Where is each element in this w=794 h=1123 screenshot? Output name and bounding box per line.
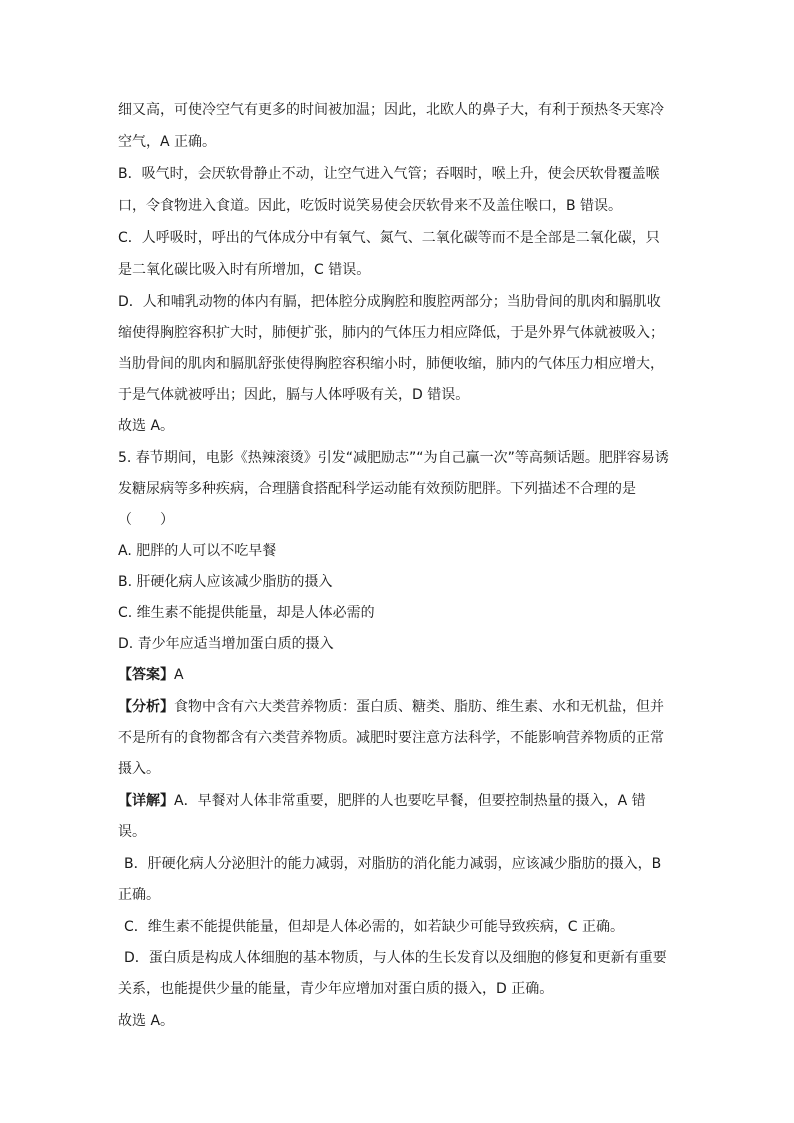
analysis-tag: 【分析】	[118, 699, 174, 715]
text-line: 当肋骨间的肌肉和膈肌舒张使得胸腔容积缩小时，肺便收缩，肺内的气体压力相应增大，	[118, 356, 664, 372]
detail-line	[118, 791, 678, 811]
detail-line: 误。	[118, 824, 146, 840]
analysis-line: 不是所有的食物都含有六类营养物质。减肥时要注意方法科学，不能影响营养物质的正常	[118, 730, 664, 746]
option-d-explanation: D．人和哺乳动物的体内有膈，把体腔分成胸腔和腹腔两部分；当肋骨间的肌肉和膈肌收	[118, 294, 661, 310]
detail-line: 关系，也能提供少量的能量，青少年应增加对蛋白质的摄入，D 正确。	[118, 981, 554, 997]
text-line: 空气，A 正确。	[118, 134, 217, 150]
analysis-line	[118, 697, 678, 717]
answer-tag: 【答案】	[118, 667, 174, 683]
option-c: C. 维生素不能提供能量，却是人体必需的	[118, 605, 375, 621]
detail-line: C．维生素不能提供能量，但却是人体必需的，如若缺少可能导致疾病，C 正确。	[124, 919, 624, 935]
answer-line	[118, 665, 678, 685]
text-line: 是二氧化碳比吸入时有所增加，C 错误。	[118, 262, 371, 278]
text-line: 口，令食物进入食道。因此，吃饭时说笑易使会厌软骨来不及盖住喉口，B 错误。	[118, 198, 623, 214]
detail-text: A．早餐对人体非常重要，肥胖的人也要吃早餐，但要控制热量的摄入，A 错	[174, 793, 646, 809]
text-line: 于是气体就被呼出；因此，膈与人体呼吸有关，D 错误。	[118, 387, 470, 403]
text-line: 细又高，可使冷空气有更多的时间被加温；因此，北欧人的鼻子大，有利于预热冬天寒冷	[118, 102, 664, 118]
answer-value: A	[174, 667, 184, 683]
option-c-explanation: C．人呼吸时，呼出的气体成分中有氧气、氮气、二氧化碳等而不是全部是二氧化碳，只	[118, 230, 660, 246]
detail-line: 正确。	[118, 887, 160, 903]
question-5-stem: 发糖尿病等多种疾病，合理膳食搭配科学运动能有效预防肥胖。下列描述不合理的是	[118, 481, 636, 497]
detail-tag: 【详解】	[118, 793, 174, 809]
option-b: B. 肝硬化病人应该减少脂肪的摄入	[118, 574, 333, 590]
question-5-stem: 5. 春节期间，电影《热辣滚烫》引发“减肥励志”“为自己赢一次”等高频话题。肥胖容易诱	[118, 450, 669, 466]
option-b-explanation: B．吸气时，会厌软骨静止不动，让空气进入气管；吞咽时，喉上升，使会厌软骨覆盖喉	[118, 166, 660, 182]
analysis-line: 摄入。	[118, 761, 160, 777]
detail-line: D．蛋白质是构成人体细胞的基本物质，与人体的生长发育以及细胞的修复和更新有重要	[124, 950, 667, 966]
analysis-text: 食物中含有六大类营养物质：蛋白质、糖类、脂肪、维生素、水和无机盐，但并	[174, 699, 664, 715]
option-a: A. 肥胖的人可以不吃早餐	[118, 543, 277, 559]
detail-line: B．肝硬化病人分泌胆汁的能力减弱，对脂肪的消化能力减弱，应该减少脂肪的摄入，B	[124, 856, 662, 872]
option-d: D. 青少年应适当增加蛋白质的摄入	[118, 636, 334, 652]
text-line: 缩使得胸腔容积扩大时，肺便扩张，肺内的气体压力相应降低，于是外界气体就被吸入；	[118, 325, 664, 341]
answer-bracket: （ ）	[118, 512, 174, 528]
conclusion-line: 故选 A。	[118, 1013, 175, 1029]
conclusion-line: 故选 A。	[118, 418, 175, 434]
